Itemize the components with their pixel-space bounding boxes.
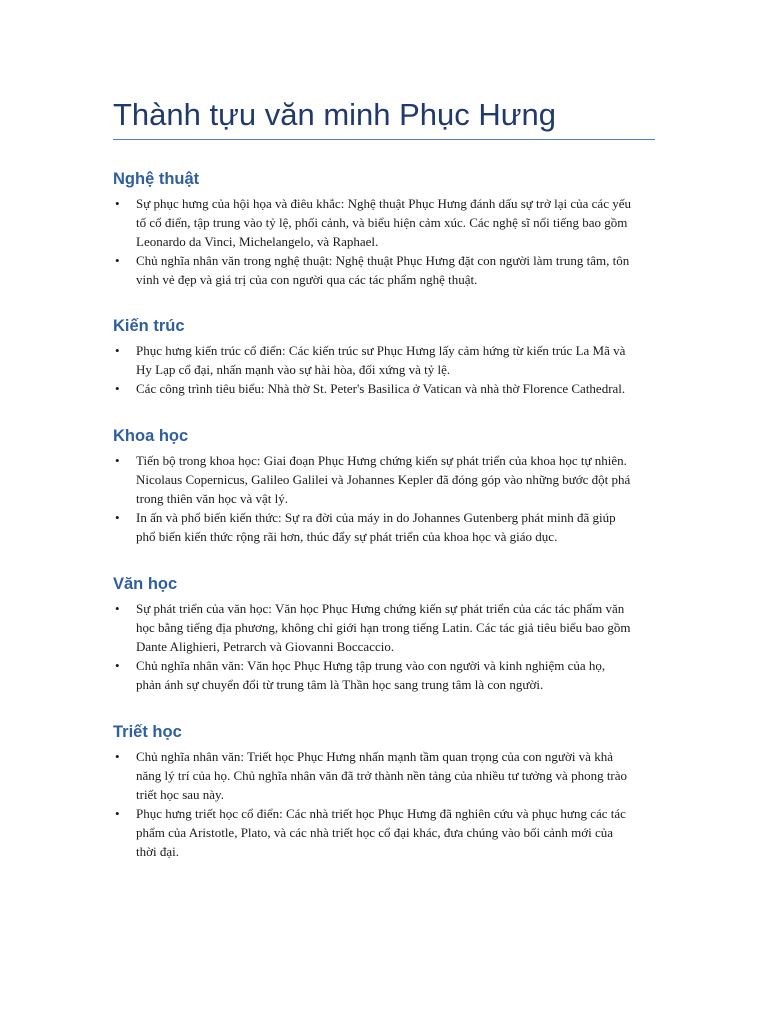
list-item-text: Phục hưng kiến trúc cổ điển: Các kiến trúc sư Phục Hưng lấy cảm hứng từ kiến trúc La Mã và Hy Lạp cổ đại, nhấn mạnh vào sự hài hòa, đối xứng và tỷ lệ. (136, 343, 626, 377)
bullet-icon: • (115, 196, 120, 211)
list-item (113, 451, 633, 508)
bullet-list (113, 451, 655, 546)
list-item (113, 379, 633, 398)
bullet-icon: • (115, 806, 120, 821)
bullet-list (113, 341, 655, 398)
list-item (113, 599, 633, 656)
section-heading: Nghệ thuật (113, 170, 200, 188)
list-item (113, 656, 633, 694)
bullet-icon: • (115, 749, 120, 764)
list-item-text: Sự phát triển của văn học: Văn học Phục Hưng chứng kiến sự phát triển của các tác phẩm văn học bằng tiếng địa phương, không chỉ giới hạn trong tiếng Latin. Các tác giả tiêu biểu bao gồm Dante Alighieri, Petrarch và Giovanni Boccaccio. (136, 601, 631, 654)
list-item-text: Sự phục hưng của hội họa và điêu khắc: Nghệ thuật Phục Hưng đánh dấu sự trở lại của các yếu tố cổ điển, tập trung vào tỷ lệ, phối cảnh, và biểu hiện cảm xúc. Các nghệ sĩ nổi tiếng bao gồm Leonardo da Vinci, Michelangelo, và Raphael. (136, 196, 631, 249)
section-heading: Triết học (113, 723, 182, 741)
bullet-icon: • (115, 381, 120, 396)
section-heading: Văn học (113, 575, 178, 593)
list-item-text: Các công trình tiêu biểu: Nhà thờ St. Peter's Basilica ở Vatican và nhà thờ Florence Cathedral. (136, 381, 626, 396)
section-khoa-hoc (113, 426, 655, 546)
list-item (113, 194, 633, 251)
bullet-icon: • (115, 601, 120, 616)
bullet-icon: • (115, 510, 120, 525)
list-item (113, 804, 633, 861)
list-item (113, 747, 633, 804)
list-item-text: Chủ nghĩa nhân văn: Triết học Phục Hưng nhấn mạnh tầm quan trọng của con người và khả năng lý trí của họ. Chủ nghĩa nhân văn đã trở thành nền tảng của nhiều tư tưởng và phong trào triết học sau này. (136, 749, 628, 802)
bullet-icon: • (115, 253, 120, 268)
section-kien-truc (113, 316, 655, 398)
list-item-text: Phục hưng triết học cổ điển: Các nhà triết học Phục Hưng đã nghiên cứu và phục hưng các tác phẩm của Aristotle, Plato, và các nhà triết học cổ đại khác, đưa chúng vào bối cảnh mới của thời đại. (136, 806, 626, 859)
list-item-text: In ấn và phổ biến kiến thức: Sự ra đời của máy in do Johannes Gutenberg phát minh đã giúp phổ biến kiến thức rộng rãi hơn, thúc đẩy sự phát triển của khoa học và giáo dục. (136, 510, 616, 544)
list-item (113, 508, 633, 546)
list-item-text: Chủ nghĩa nhân văn: Văn học Phục Hưng tập trung vào con người và kinh nghiệm của họ, phản ánh sự chuyển đổi từ trung tâm là Thần học sang trung tâm là con người. (136, 658, 606, 692)
bullet-icon: • (115, 658, 120, 673)
section-triet-hoc (113, 722, 655, 861)
bullet-list (113, 747, 655, 861)
list-item-text: Tiến bộ trong khoa học: Giai đoạn Phục Hưng chứng kiến sự phát triển của khoa học tự nhiên. Nicolaus Copernicus, Galileo Galilei và Johannes Kepler đã đóng góp vào những bước đột phá trong thiên văn học và vật lý. (136, 453, 631, 506)
list-item-text: Chủ nghĩa nhân văn trong nghệ thuật: Nghệ thuật Phục Hưng đặt con người làm trung tâm, tôn vinh vẻ đẹp và giá trị của con người qua các tác phẩm nghệ thuật. (136, 253, 630, 287)
bullet-icon: • (115, 453, 120, 468)
section-nghe-thuat (113, 169, 655, 289)
bullet-list (113, 194, 655, 289)
section-heading: Khoa học (113, 427, 189, 445)
bullet-list (113, 599, 655, 694)
bullet-icon: • (115, 343, 120, 358)
section-van-hoc (113, 574, 655, 694)
page-title: Thành tựu văn minh Phục Hưng (113, 95, 655, 140)
list-item (113, 341, 633, 379)
section-heading: Kiến trúc (113, 317, 185, 335)
list-item (113, 251, 633, 289)
